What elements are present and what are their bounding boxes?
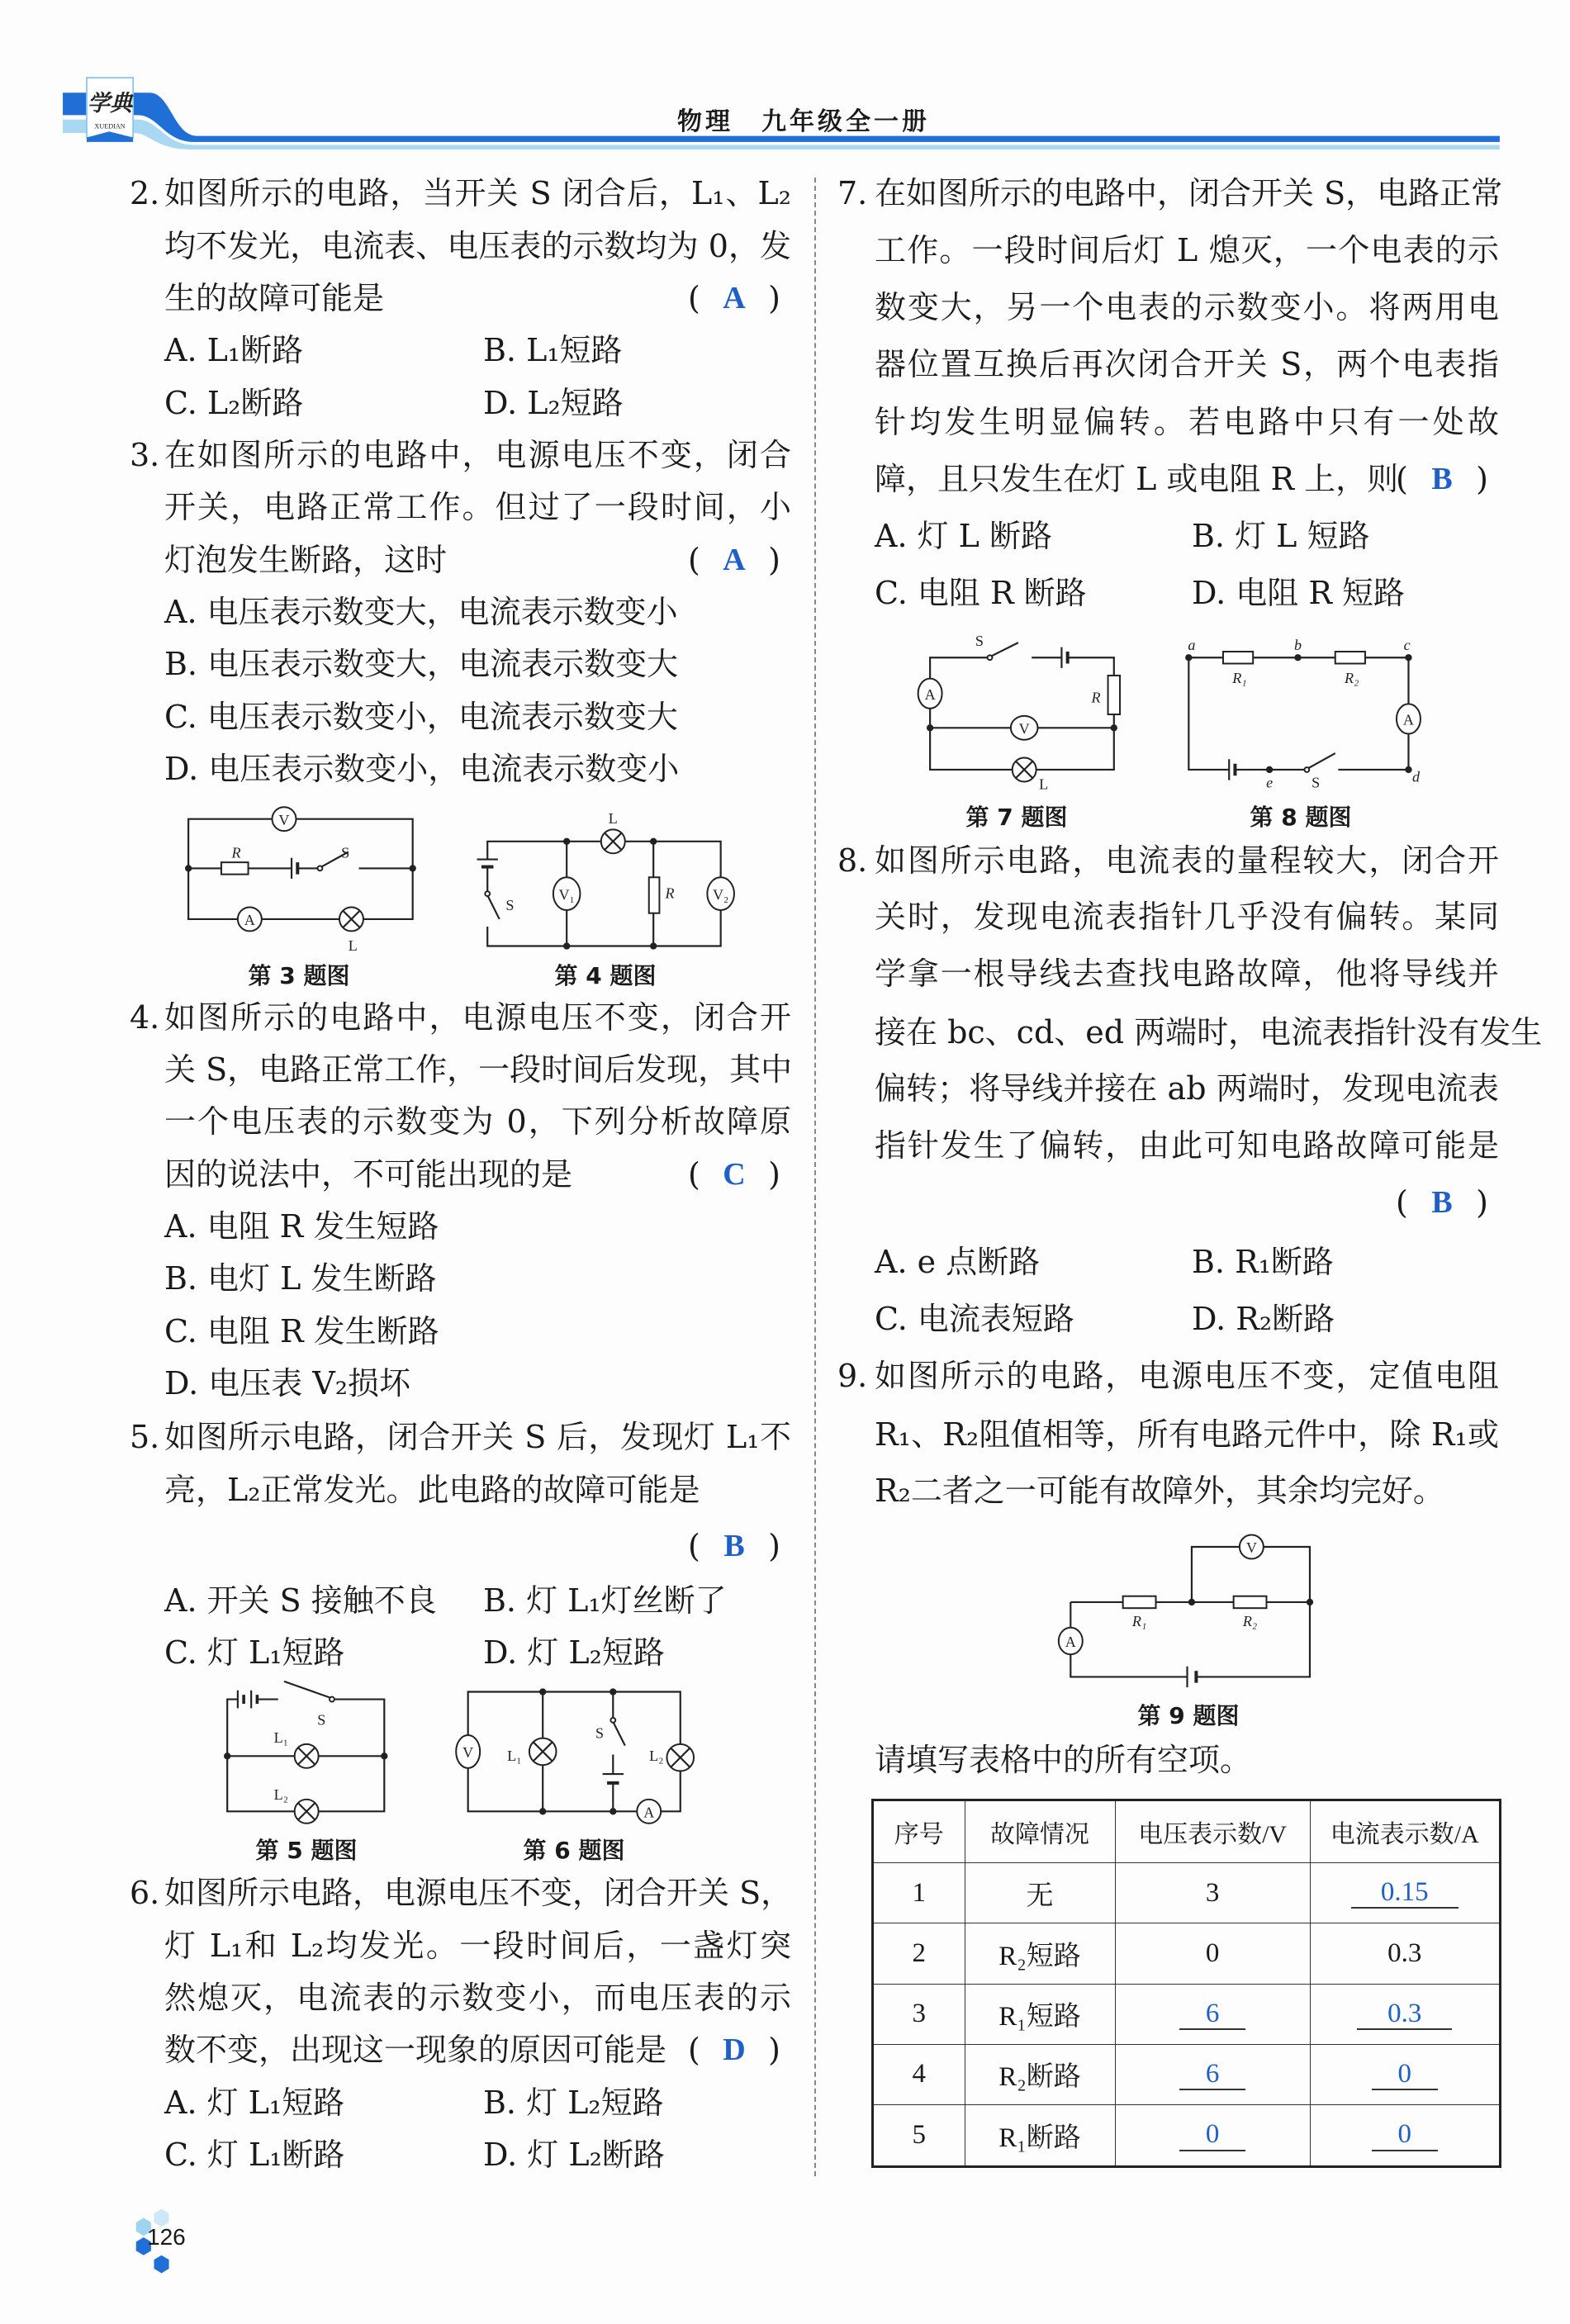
question-text: 如图所示电路，电源电压不变，闭合开关 S， bbox=[164, 1875, 793, 1911]
voltmeter-v2-label: V₂ bbox=[712, 886, 729, 904]
question-number: 2. bbox=[130, 175, 160, 211]
resistor-r2-label: R₂ bbox=[1242, 1612, 1258, 1629]
circuit-figure-4 bbox=[477, 810, 734, 950]
option-b: B. 灯 L 短路 bbox=[1192, 518, 1370, 554]
ammeter-label: A bbox=[1402, 711, 1415, 728]
header-cell: 序号 bbox=[873, 1800, 965, 1863]
lamp-label: L bbox=[1039, 775, 1049, 793]
option-a: A. 电阻 R 发生短路 bbox=[164, 1208, 439, 1245]
question-text: 指针发生了偏转，由此可知电路故障可能是 bbox=[875, 1127, 1499, 1164]
voltmeter-label: V bbox=[1018, 720, 1030, 738]
voltage-cell: 0 bbox=[1115, 1923, 1310, 1984]
answer-value: A bbox=[723, 281, 746, 315]
option-b: B. R₁断路 bbox=[1192, 1244, 1334, 1280]
current-cell bbox=[1310, 2105, 1500, 2167]
lamp-l2-label: L₂ bbox=[649, 1747, 664, 1764]
figure-caption: 第 4 题图 bbox=[554, 962, 657, 989]
question-text: R₁、R₂阻值相等，所有电路元件中，除 R₁或 bbox=[875, 1416, 1499, 1453]
lamp-label: L bbox=[348, 937, 358, 954]
answer-value: B bbox=[1431, 462, 1453, 496]
lamp-label: L bbox=[608, 810, 618, 828]
option-a: A. 开关 S 接触不良 bbox=[164, 1582, 437, 1619]
voltmeter-label: V bbox=[1245, 1539, 1257, 1557]
option-b: B. 灯 L₁灯丝断了 bbox=[483, 1582, 727, 1619]
question-text: 如图所示电路，闭合开关 S 后，发现灯 L₁不 bbox=[164, 1419, 791, 1455]
table-row bbox=[873, 2105, 1501, 2167]
circuit-figure-9 bbox=[1059, 1535, 1313, 1688]
question-text: 关 S，电路正常工作，一段时间后发现，其中 bbox=[164, 1051, 793, 1088]
filled-answer: 0 bbox=[1372, 2059, 1438, 2090]
ammeter-label: A bbox=[244, 912, 255, 929]
option-d: D. 灯 L₂短路 bbox=[483, 1634, 665, 1671]
node-d-label: d bbox=[1411, 768, 1421, 785]
question-text: R₂二者之一可能有故障外，其余均完好。 bbox=[875, 1473, 1444, 1509]
table-row bbox=[873, 1984, 1501, 2044]
question-text: 亮，L₂正常发光。此电路的故障可能是 bbox=[164, 1472, 700, 1508]
option-b: B. 电压表示数变大，电流表示数变大 bbox=[164, 646, 679, 682]
resistor-r1-label: R₁ bbox=[1232, 670, 1247, 687]
node-b-label: b bbox=[1293, 637, 1302, 654]
question-text: 数不变，出现这一现象的原因可能是 bbox=[164, 2032, 667, 2068]
resistor-label: R bbox=[665, 885, 675, 902]
ammeter-label: A bbox=[1065, 1634, 1076, 1651]
question-number: 6. bbox=[130, 1875, 160, 1911]
row-number: 3 bbox=[873, 1984, 965, 2044]
option-a: A. 灯 L 断路 bbox=[875, 518, 1052, 554]
answer-bracket: ( A ) bbox=[688, 534, 780, 586]
circuit-figure-3 bbox=[185, 807, 416, 954]
answer-bracket: ( D ) bbox=[688, 2024, 780, 2076]
option-d: D. 电压表示数变小，电流表示数变小 bbox=[164, 751, 680, 787]
question-text: 偏转；将导线并接在 ab 两端时，发现电流表 bbox=[875, 1070, 1499, 1107]
question-text: 均不发光，电流表、电压表的示数均为 0，发 bbox=[164, 228, 791, 264]
page-number: 126 bbox=[147, 2224, 186, 2250]
filled-answer: 0.15 bbox=[1351, 1877, 1459, 1909]
question-text: 在如图所示的电路中，闭合开关 S，电路正常 bbox=[875, 175, 1503, 211]
question-text: 开关，电路正常工作。但过了一段时间，小 bbox=[164, 489, 791, 525]
voltmeter-label: V bbox=[462, 1744, 474, 1762]
question-number: 3. bbox=[130, 437, 160, 473]
question-text: 因的说法中，不可能出现的是 bbox=[164, 1156, 573, 1193]
switch-label: S bbox=[975, 632, 984, 649]
answer-bracket: ( B ) bbox=[1396, 1177, 1488, 1229]
option-c: C. 电阻 R 断路 bbox=[875, 575, 1087, 611]
answer-value: D bbox=[723, 2032, 746, 2067]
figure-caption: 第 3 题图 bbox=[248, 962, 350, 989]
figure-caption: 第 5 题图 bbox=[255, 1837, 358, 1864]
fault-cell: R₁断路 bbox=[965, 2105, 1115, 2167]
answer-value: B bbox=[723, 1529, 745, 1563]
option-b: B. 灯 L₂短路 bbox=[483, 2084, 664, 2121]
switch-label: S bbox=[341, 844, 350, 861]
column-divider bbox=[814, 178, 816, 2176]
voltage-cell: 3 bbox=[1115, 1863, 1310, 1923]
answer-value: B bbox=[1431, 1185, 1453, 1220]
table-prompt: 请填写表格中的所有空项。 bbox=[875, 1742, 1252, 1778]
resistor-r2-label: R₂ bbox=[1344, 670, 1359, 687]
voltmeter-v1-label: V₁ bbox=[558, 886, 575, 904]
current-cell bbox=[1310, 1863, 1500, 1923]
figure-caption: 第 7 题图 bbox=[965, 804, 1068, 831]
header-cell: 电流表示数/A bbox=[1310, 1800, 1500, 1863]
question-text: 灯泡发生断路，这时 bbox=[164, 542, 448, 578]
switch-label: S bbox=[595, 1724, 605, 1742]
voltage-cell bbox=[1115, 2105, 1310, 2167]
question-text: 然熄灭，电流表的示数变小，而电压表的示 bbox=[164, 1980, 791, 2016]
question-text: 灯 L₁和 L₂均发光。一段时间后，一盏灯突 bbox=[164, 1928, 791, 1964]
table-row bbox=[873, 1923, 1501, 1984]
option-b: B. L₁短路 bbox=[483, 332, 623, 368]
current-cell bbox=[1310, 1984, 1500, 2044]
question-text: 关时，发现电流表指针几乎没有偏转。某同 bbox=[875, 899, 1499, 935]
filled-answer: 0.3 bbox=[1357, 1999, 1452, 2030]
answer-bracket: ( B ) bbox=[1396, 453, 1488, 505]
table-row bbox=[873, 2044, 1501, 2104]
option-d: D. 灯 L₂断路 bbox=[483, 2137, 665, 2173]
question-text: 针均发生明显偏转。若电路中只有一处故 bbox=[875, 404, 1499, 440]
row-number: 2 bbox=[873, 1923, 965, 1984]
question-text: 一个电压表的示数变为 0，下列分析故障原 bbox=[164, 1103, 791, 1140]
option-c: C. 电压表示数变小，电流表示数变大 bbox=[164, 699, 678, 735]
row-number: 4 bbox=[873, 2044, 965, 2104]
answer-value: A bbox=[723, 543, 746, 577]
header-cell: 电压表示数/V bbox=[1115, 1800, 1310, 1863]
filled-answer: 0 bbox=[1179, 2119, 1245, 2151]
filled-answer: 6 bbox=[1179, 1999, 1245, 2030]
logo-subtext: XUEDIAN bbox=[94, 122, 126, 130]
voltage-cell bbox=[1115, 1984, 1310, 2044]
option-c: C. L₂断路 bbox=[164, 385, 304, 421]
resistor-label: R bbox=[1091, 689, 1101, 706]
logo-text: 学典 bbox=[87, 90, 133, 116]
filled-answer: 6 bbox=[1179, 2059, 1245, 2090]
resistor-label: R bbox=[231, 844, 241, 861]
voltage-cell bbox=[1115, 2044, 1310, 2104]
filled-answer: 0 bbox=[1372, 2119, 1438, 2151]
question-text: 器位置互换后再次闭合开关 S，两个电表指 bbox=[875, 346, 1499, 382]
row-number: 5 bbox=[873, 2105, 965, 2167]
fault-cell: 无 bbox=[965, 1863, 1115, 1923]
fault-cell: R₂断路 bbox=[965, 2044, 1115, 2104]
question-text: 如图所示的电路，电源电压不变，定值电阻 bbox=[875, 1358, 1499, 1394]
circuit-figure-6 bbox=[456, 1688, 694, 1823]
option-c: C. 电阻 R 发生断路 bbox=[164, 1313, 439, 1349]
current-cell bbox=[1310, 2044, 1500, 2104]
question-number: 5. bbox=[130, 1419, 160, 1455]
table-header-row bbox=[873, 1800, 1501, 1863]
answer-bracket: ( C ) bbox=[688, 1149, 780, 1201]
switch-label: S bbox=[1311, 774, 1321, 791]
circuit-figure-7 bbox=[918, 633, 1120, 793]
question-text: 接在 bc、cd、ed 两端时，电流表指针没有发生 bbox=[875, 1014, 1543, 1051]
book-title: 物理 九年级全一册 bbox=[677, 107, 930, 136]
question-text: 如图所示的电路，当开关 S 闭合后，L₁、L₂ bbox=[164, 175, 791, 211]
circuit-figure-5 bbox=[224, 1681, 387, 1824]
option-a: A. e 点断路 bbox=[875, 1244, 1041, 1280]
current-cell: 0.3 bbox=[1310, 1923, 1500, 1984]
figure-caption: 第 8 题图 bbox=[1250, 804, 1352, 831]
question-text: 学拿一根导线去查找电路故障，他将导线并 bbox=[875, 956, 1499, 992]
table-row bbox=[873, 1863, 1501, 1923]
question-text: 如图所示电路，电流表的量程较大，闭合开 bbox=[875, 842, 1499, 879]
question-number: 9. bbox=[837, 1358, 868, 1394]
option-c: C. 灯 L₁断路 bbox=[164, 2137, 345, 2173]
option-a: A. 电压表示数变大，电流表示数变小 bbox=[164, 594, 678, 630]
option-d: D. R₂断路 bbox=[1192, 1301, 1335, 1337]
node-c-label: c bbox=[1403, 637, 1411, 654]
answer-value: C bbox=[723, 1157, 746, 1192]
question-text: 如图所示的电路中，电源电压不变，闭合开 bbox=[164, 999, 791, 1036]
question-number: 4. bbox=[130, 999, 160, 1036]
option-d: D. 电压表 V₂损坏 bbox=[164, 1365, 411, 1402]
circuit-figure-8 bbox=[1185, 637, 1421, 790]
ammeter-label: A bbox=[924, 685, 936, 703]
switch-label: S bbox=[505, 897, 515, 914]
question-text: 障，且只发生在灯 L 或电阻 R 上，则 bbox=[875, 461, 1399, 497]
option-c: C. 电流表短路 bbox=[875, 1301, 1074, 1337]
resistor-r1-label: R₁ bbox=[1131, 1612, 1147, 1629]
option-b: B. 电灯 L 发生断路 bbox=[164, 1260, 437, 1297]
option-d: D. 电阻 R 短路 bbox=[1192, 575, 1406, 611]
ammeter-label: A bbox=[643, 1804, 655, 1821]
question-text: 在如图所示的电路中，电源电压不变，闭合 bbox=[164, 437, 791, 473]
switch-label: S bbox=[317, 1711, 326, 1729]
option-a: A. 灯 L₁短路 bbox=[164, 2084, 345, 2121]
question-text: 生的故障可能是 bbox=[164, 280, 385, 316]
fault-table bbox=[871, 1799, 1501, 2168]
voltmeter-label: V bbox=[278, 811, 290, 828]
question-text: 工作。一段时间后灯 L 熄灭，一个电表的示 bbox=[875, 232, 1499, 268]
header-cell: 故障情况 bbox=[965, 1800, 1115, 1863]
question-number: 7. bbox=[837, 175, 868, 211]
option-c: C. 灯 L₁短路 bbox=[164, 1634, 345, 1671]
row-number: 1 bbox=[873, 1863, 965, 1923]
fault-cell: R₂短路 bbox=[965, 1923, 1115, 1984]
node-e-label: e bbox=[1266, 774, 1274, 791]
figure-caption: 第 6 题图 bbox=[523, 1837, 625, 1864]
answer-bracket: ( A ) bbox=[688, 273, 780, 325]
question-number: 8. bbox=[837, 842, 868, 879]
fault-cell: R₁短路 bbox=[965, 1984, 1115, 2044]
answer-bracket: ( B ) bbox=[688, 1520, 780, 1572]
question-text: 数变大，另一个电表的示数变小。将两用电 bbox=[875, 289, 1499, 325]
figure-caption: 第 9 题图 bbox=[1137, 1702, 1240, 1729]
option-d: D. L₂短路 bbox=[483, 385, 624, 421]
node-a-label: a bbox=[1188, 637, 1196, 654]
lamp-l1-label: L₁ bbox=[507, 1747, 522, 1764]
option-a: A. L₁断路 bbox=[164, 332, 304, 368]
lamp-l1-label: L₁ bbox=[273, 1729, 289, 1747]
lamp-l2-label: L₂ bbox=[273, 1786, 289, 1803]
